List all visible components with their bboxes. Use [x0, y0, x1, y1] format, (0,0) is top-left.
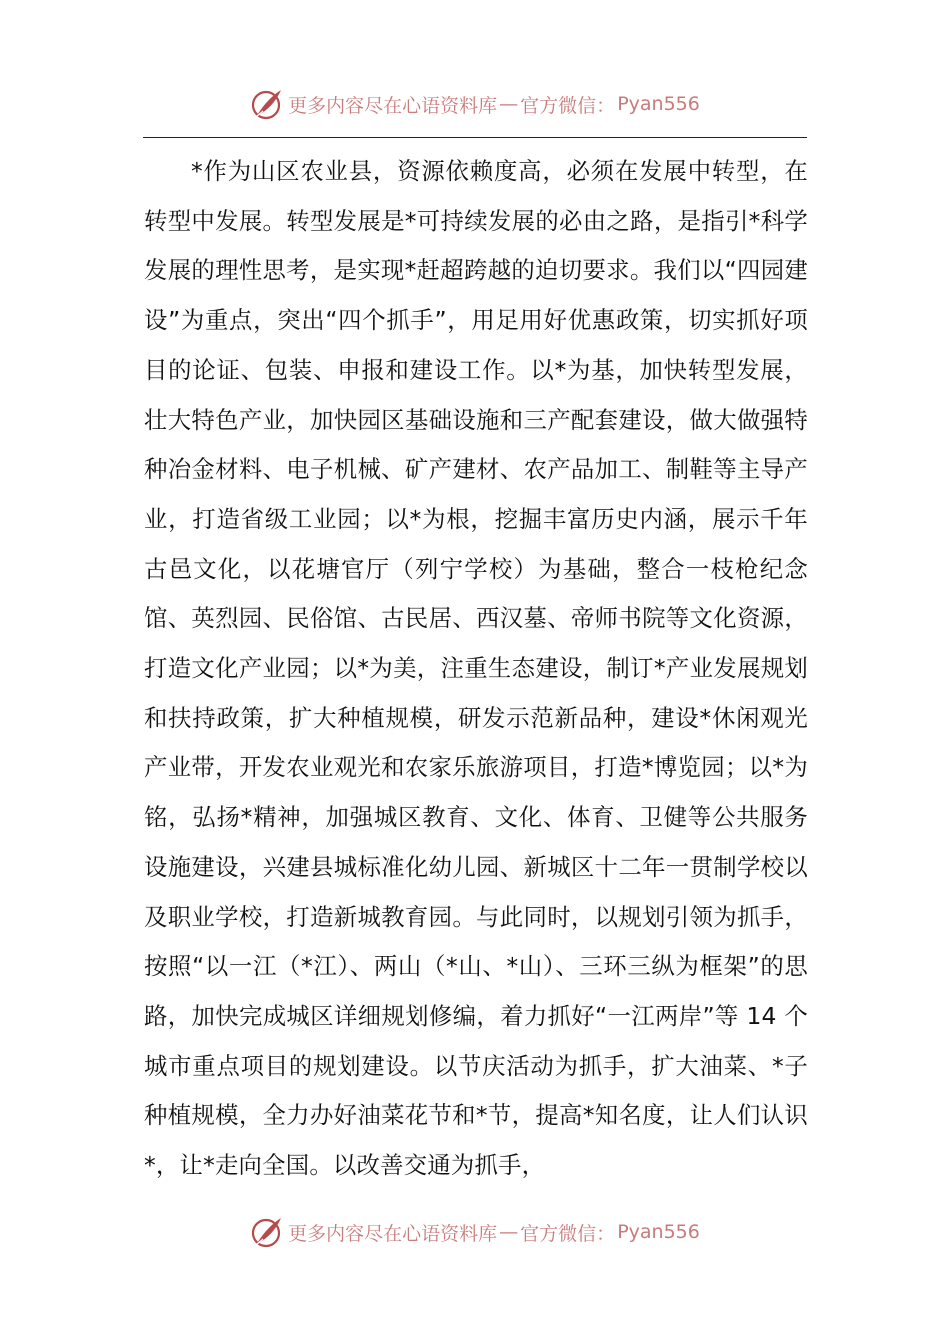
- quill-pen-logo-icon: [250, 1215, 284, 1249]
- document-body: [144, 147, 808, 1191]
- wechat-label: 官方微信：: [520, 1222, 616, 1245]
- body-paragraph: *作为山区农业县，资源依赖度高，必须在发展中转型，在转型中发展。转型发展是*可持续发展的必由之路，是指引*科学发展的理性思考，是实现*赶超跨越的迫切要求。我们以“四园建设”为重点，突出“四个抓手”，用足用好优惠政策，切实抓好项目的论证、包装、申报和建设工作。以*为基，加快转型发展，壮大特色产业，加快园区基础设施和三产配套建设，做大做强特种冶金材料、电子机械、矿产建材、农产品加工、制鞋等主导产业，打造省级工业园；以*为根，挖掘丰富历史内涵，展示千年古邑文化，以花塘官厅（列宁学校）为基础，整合一枝枪纪念馆、英烈园、民俗馆、古民居、西汉墓、帝师书院等文化资源，打造文化产业园；以*为美，注重生态建设，制订*产业发展规划和扶持政策，扩大种植规模，研发示范新品种，建设*休闲观光产业带，开发农业观光和农家乐旅游项目，打造*博览园；以*为铭，弘扬*精神，加强城区教育、文化、体育、卫健等公共服务设施建设，兴建县城标准化幼儿园、新城区十二年一贯制学校以及职业学校，打造新城教育园。与此同时，以规划引领为抓手，按照“以一江（*江）、两山（*山、*山）、三环三纵为框架”的思路，加快完成城区详细规划修编，着力抓好“一江两岸”等 14 个城市重点项目的规划建设。以节庆活动为抓手，扩大油菜、*子种植规模，全力办好油菜花节和*节，提高*知名度，让人们认识*，让*走向全国。以改善交通为抓手，: [144, 157, 808, 1180]
- footer-watermark-banner: [0, 1212, 950, 1252]
- quill-pen-logo-icon: [250, 87, 284, 121]
- site-name-text: 更多内容尽在心语资料库: [288, 94, 498, 117]
- banner-dash: —: [499, 93, 519, 115]
- header-divider: [143, 137, 807, 138]
- banner-dash: —: [499, 1221, 519, 1243]
- wechat-label: 官方微信：: [520, 94, 616, 117]
- site-name-text: 更多内容尽在心语资料库: [288, 1222, 498, 1245]
- wechat-account: Pyan556: [617, 93, 700, 115]
- header-watermark-banner: [0, 84, 950, 124]
- wechat-account: Pyan556: [617, 1221, 700, 1243]
